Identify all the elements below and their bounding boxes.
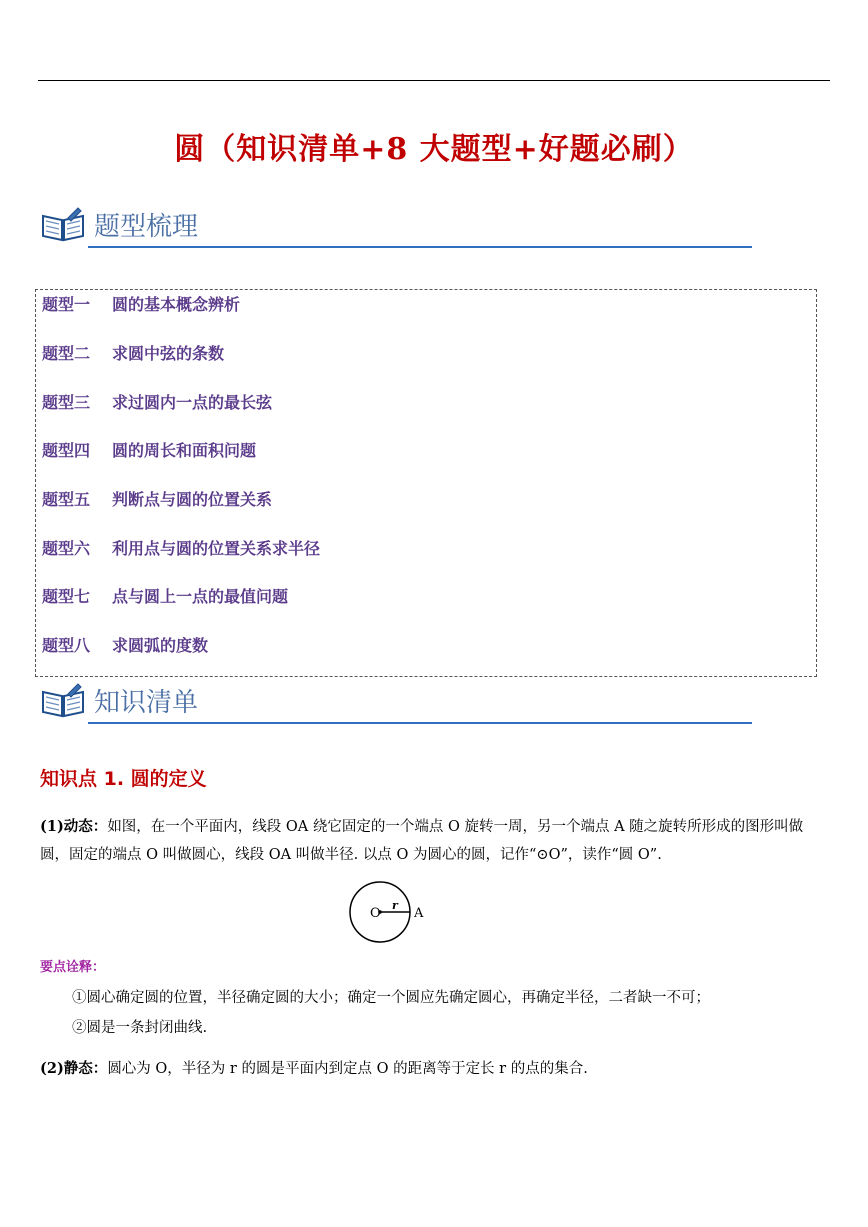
note-item: ②圆是一条封闭曲线. <box>72 1020 208 1036</box>
static-label: (2)静态： <box>40 1060 108 1077</box>
section-rule <box>88 722 752 724</box>
toc-item[interactable]: 题型二 求圆中弦的条数 <box>42 344 225 363</box>
circle-figure <box>340 875 440 951</box>
toc-item[interactable]: 题型一 圆的基本概念辨析 <box>42 295 241 314</box>
point-label: A <box>414 906 424 921</box>
toc-item[interactable]: 题型八 求圆弧的度数 <box>42 636 209 655</box>
document-title: 圆（知识清单+8 大题型+好题必刷） <box>174 132 694 167</box>
book-icon <box>40 206 86 242</box>
section-heading-toc <box>40 204 752 244</box>
dynamic-text-line2: 圆，固定的端点 O 叫做圆心，线段 OA 叫做半径. 以点 O 为圆心的圆，记作“⊙O”，读作“圆 O”. <box>40 847 662 863</box>
toc-item[interactable]: 题型四 圆的周长和面积问题 <box>42 441 257 460</box>
dynamic-definition <box>40 813 830 869</box>
book-icon <box>40 682 86 718</box>
header-rule <box>38 80 830 81</box>
toc-item[interactable]: 题型六 利用点与圆的位置关系求半径 <box>42 539 321 558</box>
note-item: ①圆心确定圆的位置，半径确定圆的大小；确定一个圆应先确定圆心，再确定半径，二者缺一不可； <box>72 990 710 1006</box>
static-text: 圆心为 O，半径为 r 的圆是平面内到定点 O 的距离等于定长 r 的点的集合. <box>107 1061 588 1077</box>
static-definition <box>40 1055 830 1083</box>
section-label: 题型梳理 <box>94 212 199 242</box>
radius-label: r <box>392 899 398 912</box>
toc-box <box>35 289 817 677</box>
note-label: 要点诠释： <box>40 960 106 975</box>
toc-item[interactable]: 题型五 判断点与圆的位置关系 <box>42 490 273 509</box>
dynamic-label: (1)动态： <box>40 818 108 835</box>
section-rule <box>88 246 752 248</box>
section-heading-knowledge <box>40 680 752 720</box>
knowledge-point-title: 知识点 1. 圆的定义 <box>40 768 207 790</box>
toc-item[interactable]: 题型三 求过圆内一点的最长弦 <box>42 393 273 412</box>
center-label: O <box>370 906 381 921</box>
section-label: 知识清单 <box>94 688 199 718</box>
toc-item[interactable]: 题型七 点与圆上一点的最值问题 <box>42 587 289 606</box>
dynamic-text-line1: 如图，在一个平面内，线段 OA 绕它固定的一个端点 O 旋转一周，另一个端点 A 随之旋转所形成的图形叫做 <box>107 819 804 835</box>
